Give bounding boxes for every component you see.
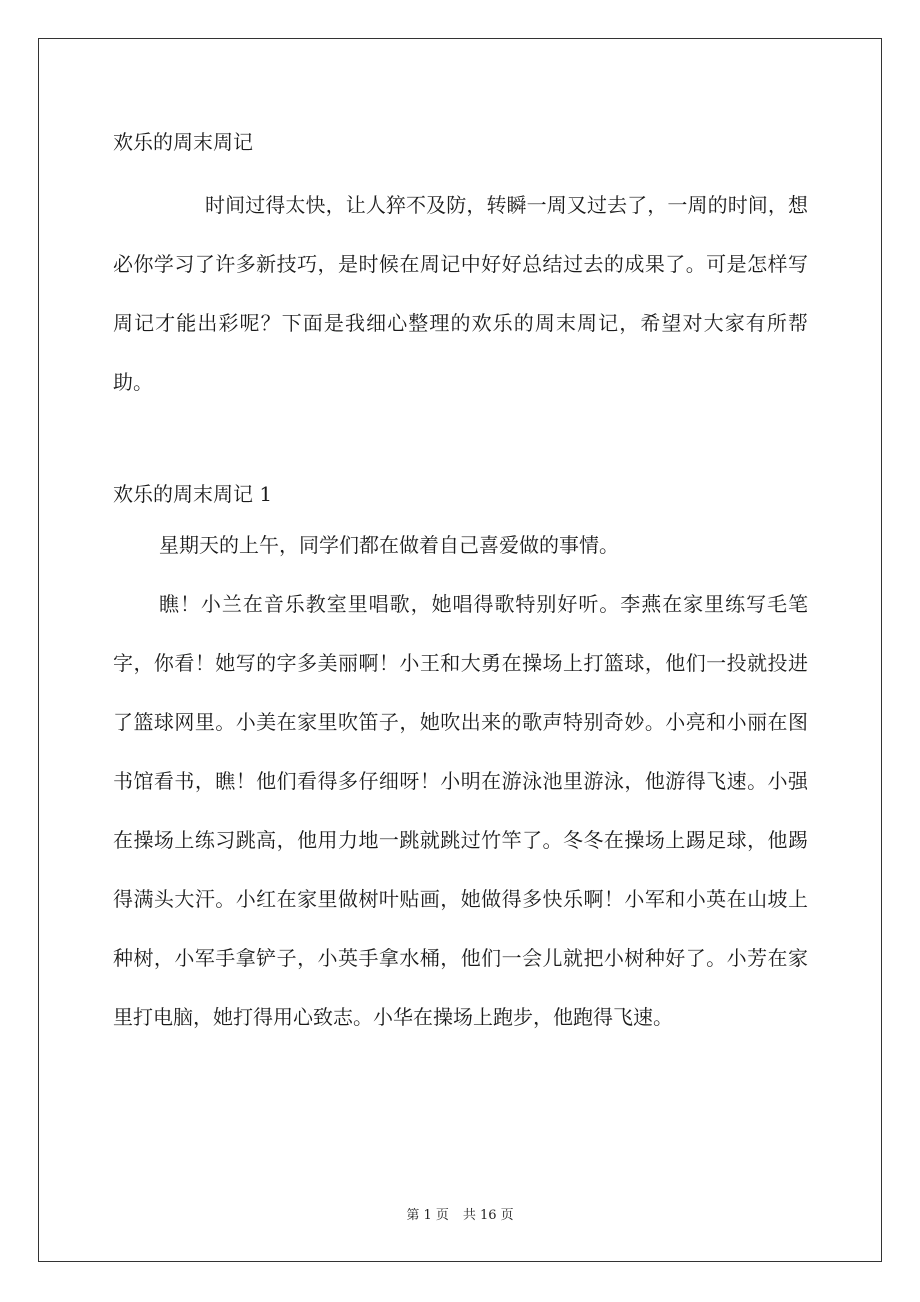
document-title: 欢乐的周末周记 — [113, 130, 253, 154]
intro-paragraph: 时间过得太快，让人猝不及防，转瞬一周又过去了，一周的时间，想必你学习了许多新技巧，是时候在周记中好好总结过去的成果了。可是怎样写周记才能出彩呢？下面是我细心整理的欢乐的周末周记，希望对大家有所帮助。 — [113, 193, 808, 394]
page-number: 第 1 页 — [406, 1208, 449, 1223]
section-title: 欢乐的周末周记 1 — [113, 482, 273, 506]
document-body — [113, 120, 808, 1047]
page-footer — [0, 1206, 920, 1226]
section-paragraph: 星期天的上午，同学们都在做着自己喜爱做的事情。 — [159, 533, 619, 557]
section-paragraph: 瞧！小兰在音乐教室里唱歌，她唱得歌特别好听。李燕在家里练写毛笔字，你看！她写的字多美丽啊！小王和大勇在操场上打篮球，他们一投就投进了篮球网里。小美在家里吹笛子，她吹出来的歌声特别奇妙。小亮和小丽在图书馆看书，瞧！他们看得多仔细呀！小明在游泳池里游泳，他游得飞速。小强在操场上练习跳高，他用力地一跳就跳过竹竿了。冬冬在操场上踢足球，他踢得满头大汗。小红在家里做树叶贴画，她做得多快乐啊！小军和小英在山坡上种树，小军手拿铲子，小英手拿水桶，他们一会儿就把小树种好了。小芳在家里打电脑，她打得用心致志。小华在操场上跑步，他跑得飞速。 — [113, 592, 808, 1029]
page-total: 共 16 页 — [462, 1208, 514, 1223]
